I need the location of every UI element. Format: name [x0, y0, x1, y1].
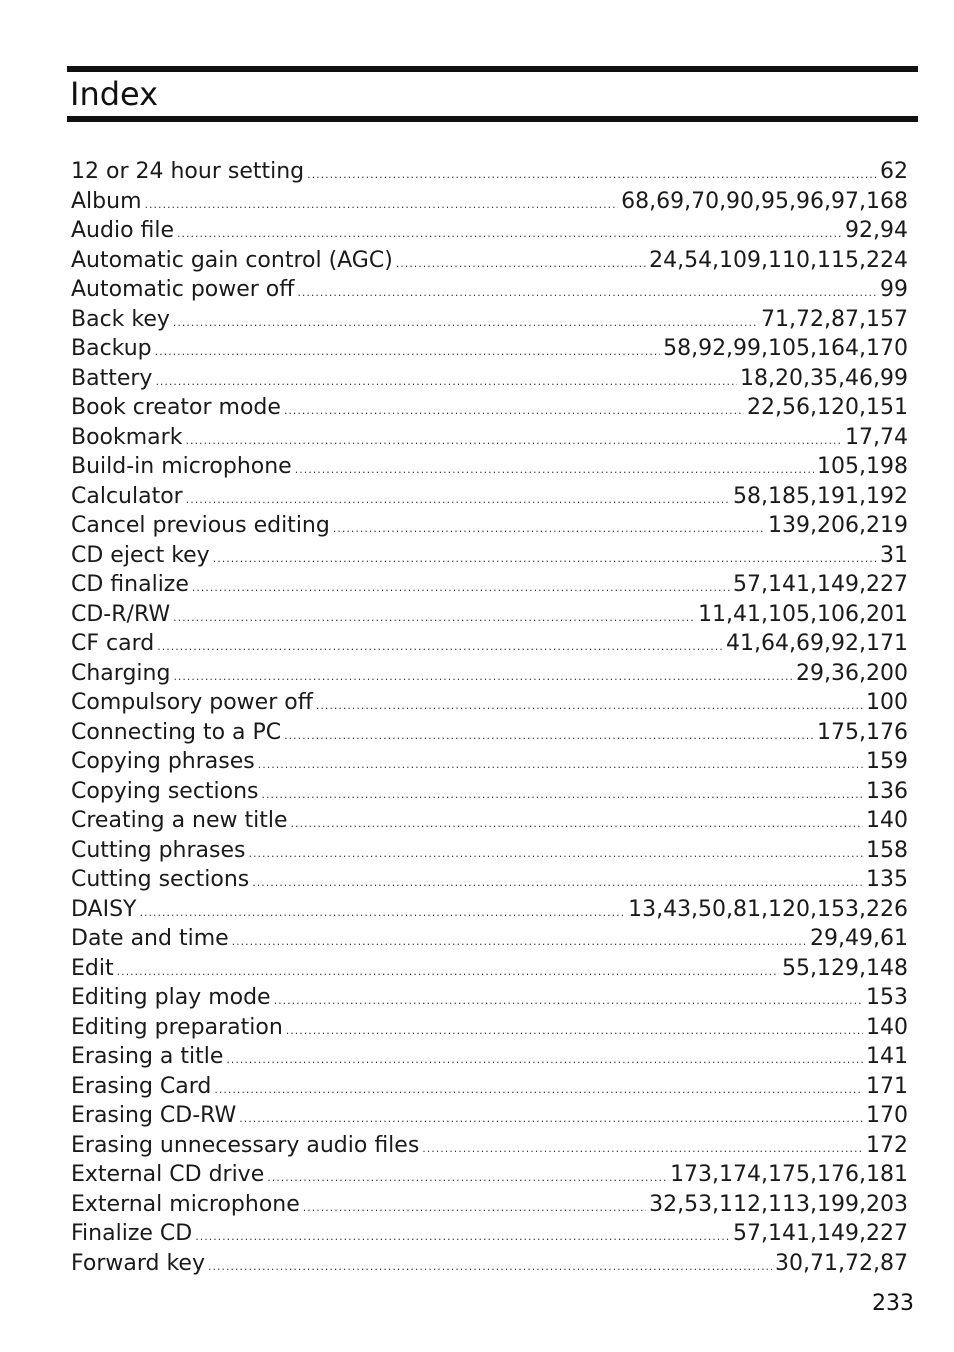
index-entry-term: External CD drive [71, 1162, 265, 1187]
dot-leader [303, 1193, 646, 1223]
dot-leader [155, 337, 660, 367]
dot-leader [262, 780, 863, 810]
index-entry-term: Charging [71, 660, 171, 686]
page-number: 233 [872, 1291, 914, 1316]
index-entry-term: Album [71, 188, 142, 214]
index-entry-term: 12 or 24 hour setting [71, 159, 305, 184]
index-entry-pages: 68,69,70,90,95,96,97,168 [621, 188, 908, 214]
index-entry-term: External microphone [71, 1191, 300, 1217]
index-entry-pages: 55,129,148 [782, 955, 908, 981]
index-entry-pages: 31 [880, 542, 908, 568]
index-entry [71, 718, 908, 748]
dot-leader [258, 750, 863, 780]
title-bottom-rule [67, 116, 918, 122]
index-entry-term: Cancel previous editing [71, 513, 330, 538]
index-entry [71, 1013, 908, 1043]
index-entry-term: Date and time [71, 926, 229, 951]
index-entry-pages: 175,176 [817, 719, 908, 745]
index-entry [71, 187, 908, 217]
index-entry [71, 1131, 908, 1161]
index-entry-term: Calculator [71, 483, 183, 509]
index-entry-pages: 158 [866, 837, 908, 863]
dot-leader [422, 1134, 863, 1164]
index-entry-term: CF card [71, 631, 155, 656]
index-entry-pages: 57,141,149,227 [733, 1221, 908, 1246]
index-entry-term: Copying phrases [71, 749, 255, 774]
index-entry-pages: 171 [866, 1073, 908, 1099]
index-entry [71, 511, 908, 541]
dot-leader [208, 1252, 772, 1282]
index-entry-pages: 140 [866, 808, 908, 833]
dot-leader [173, 662, 793, 692]
index-entry [71, 806, 908, 836]
index-entry-pages: 57,141,149,227 [733, 572, 908, 597]
index-entry-pages: 135 [866, 867, 908, 892]
index-entry-term: Copying sections [71, 778, 259, 804]
index-entry-term: Cutting phrases [71, 837, 246, 863]
index-entry-pages: 32,53,112,113,199,203 [649, 1191, 908, 1217]
index-entry-pages: 58,185,191,192 [733, 483, 908, 509]
index-entry-pages: 172 [866, 1132, 908, 1158]
index-entry-pages: 62 [880, 159, 908, 184]
index-entry [71, 983, 908, 1013]
index-entry-term: Cutting sections [71, 867, 250, 892]
index-entry [71, 1190, 908, 1220]
index-entry-term: Erasing CD-RW [71, 1103, 237, 1128]
index-entry-term: Edit [71, 955, 114, 981]
index-entry [71, 393, 908, 423]
index-entry [71, 423, 908, 453]
index-entry-pages: 11,41,105,106,201 [698, 601, 908, 627]
index-entry [71, 1042, 908, 1072]
dot-leader [239, 1104, 863, 1134]
index-entry-term: Compulsory power off [71, 690, 313, 715]
index-list [71, 157, 908, 1278]
dot-leader [145, 190, 619, 220]
dot-leader [117, 957, 779, 987]
index-entry-pages: 170 [866, 1103, 908, 1128]
dot-leader [297, 278, 877, 308]
index-entry-term: Finalize CD [71, 1221, 193, 1246]
index-entry-pages: 153 [866, 985, 908, 1010]
index-entry-term: CD eject key [71, 542, 210, 568]
dot-leader [195, 1222, 730, 1252]
index-entry-pages: 140 [866, 1014, 908, 1040]
index-entry-pages: 139,206,219 [768, 513, 908, 538]
index-entry-pages: 58,92,99,105,164,170 [663, 336, 908, 361]
index-entry-term: DAISY [71, 896, 137, 922]
index-entry-term: Connecting to a PC [71, 719, 282, 745]
index-entry [71, 216, 908, 246]
index-entry-term: Automatic gain control (AGC) [71, 247, 393, 273]
dot-leader [173, 603, 695, 633]
index-entry-term: Erasing a title [71, 1044, 224, 1069]
index-entry-pages: 29,36,200 [796, 660, 908, 686]
dot-leader [307, 160, 877, 190]
index-entry-term: Erasing unnecessary audio files [71, 1132, 420, 1158]
index-entry-term: Battery [71, 365, 153, 391]
dot-leader [252, 868, 863, 898]
index-entry [71, 275, 908, 305]
index-entry [71, 1072, 908, 1102]
index-entry [71, 364, 908, 394]
index-entry-term: Creating a new title [71, 808, 288, 833]
index-entry-pages: 173,174,175,176,181 [670, 1162, 908, 1187]
index-entry-pages: 24,54,109,110,115,224 [649, 247, 908, 273]
index-entry [71, 452, 908, 482]
index-entry [71, 747, 908, 777]
dot-leader [173, 308, 758, 338]
index-entry [71, 895, 908, 925]
index-entry [71, 629, 908, 659]
index-entry [71, 688, 908, 718]
index-entry-term: Audio file [71, 218, 175, 243]
index-entry-pages: 105,198 [817, 454, 908, 479]
index-entry-term: Automatic power off [71, 277, 295, 302]
index-entry-pages: 92,94 [845, 218, 908, 243]
dot-leader [155, 367, 737, 397]
index-entry [71, 1101, 908, 1131]
index-entry-pages: 141 [866, 1044, 908, 1069]
dot-leader [286, 1016, 863, 1046]
index-entry-term: Bookmark [71, 424, 183, 450]
dot-leader [186, 485, 730, 515]
index-entry [71, 777, 908, 807]
index-entry-pages: 18,20,35,46,99 [740, 365, 908, 391]
dot-leader [274, 986, 863, 1016]
index-entry-pages: 71,72,87,157 [761, 306, 908, 332]
dot-leader [213, 544, 877, 574]
index-entry [71, 600, 908, 630]
index-entry-term: Forward key [71, 1250, 205, 1276]
index-entry-term: Build-in microphone [71, 454, 292, 479]
index-entry [71, 1160, 908, 1190]
index-entry-pages: 13,43,50,81,120,153,226 [628, 896, 908, 922]
index-entry-pages: 17,74 [845, 424, 908, 450]
page-title: Index [70, 75, 159, 113]
dot-leader [226, 1045, 863, 1075]
index-entry [71, 482, 908, 512]
index-entry-term: Backup [71, 336, 152, 361]
index-entry [71, 541, 908, 571]
dot-leader [333, 514, 765, 544]
index-entry-term: Book creator mode [71, 395, 281, 420]
index-entry [71, 865, 908, 895]
index-entry [71, 1249, 908, 1279]
dot-leader [316, 691, 863, 721]
dot-leader [284, 396, 744, 426]
index-entry-pages: 41,64,69,92,171 [726, 631, 908, 656]
index-entry-pages: 100 [866, 690, 908, 715]
dot-leader [140, 898, 626, 928]
index-entry [71, 157, 908, 187]
dot-leader [396, 249, 646, 279]
index-entry-pages: 99 [880, 277, 908, 302]
index-entry [71, 570, 908, 600]
index-entry-term: Erasing Card [71, 1073, 212, 1099]
index-entry [71, 924, 908, 954]
dot-leader [214, 1075, 863, 1105]
index-entry-term: Editing preparation [71, 1014, 283, 1040]
index-entry [71, 659, 908, 689]
dot-leader [232, 927, 807, 957]
index-entry-term: Back key [71, 306, 170, 332]
dot-leader [267, 1163, 667, 1193]
dot-leader [192, 573, 730, 603]
index-entry-pages: 22,56,120,151 [747, 395, 908, 420]
index-entry [71, 954, 908, 984]
dot-leader [177, 219, 842, 249]
index-entry [71, 1219, 908, 1249]
index-entry-pages: 136 [866, 778, 908, 804]
title-top-rule [67, 66, 918, 72]
dot-leader [157, 632, 723, 662]
index-entry [71, 334, 908, 364]
dot-leader [284, 721, 814, 751]
index-entry [71, 305, 908, 335]
index-entry-pages: 29,49,61 [810, 926, 908, 951]
dot-leader [185, 426, 842, 456]
index-entry [71, 246, 908, 276]
index-entry-pages: 159 [866, 749, 908, 774]
dot-leader [291, 809, 863, 839]
dot-leader [248, 839, 863, 869]
index-entry-pages: 30,71,72,87 [775, 1250, 908, 1276]
index-entry-term: CD-R/RW [71, 601, 171, 627]
index-entry [71, 836, 908, 866]
index-entry-term: CD finalize [71, 572, 189, 597]
index-entry-term: Editing play mode [71, 985, 271, 1010]
dot-leader [295, 455, 814, 485]
